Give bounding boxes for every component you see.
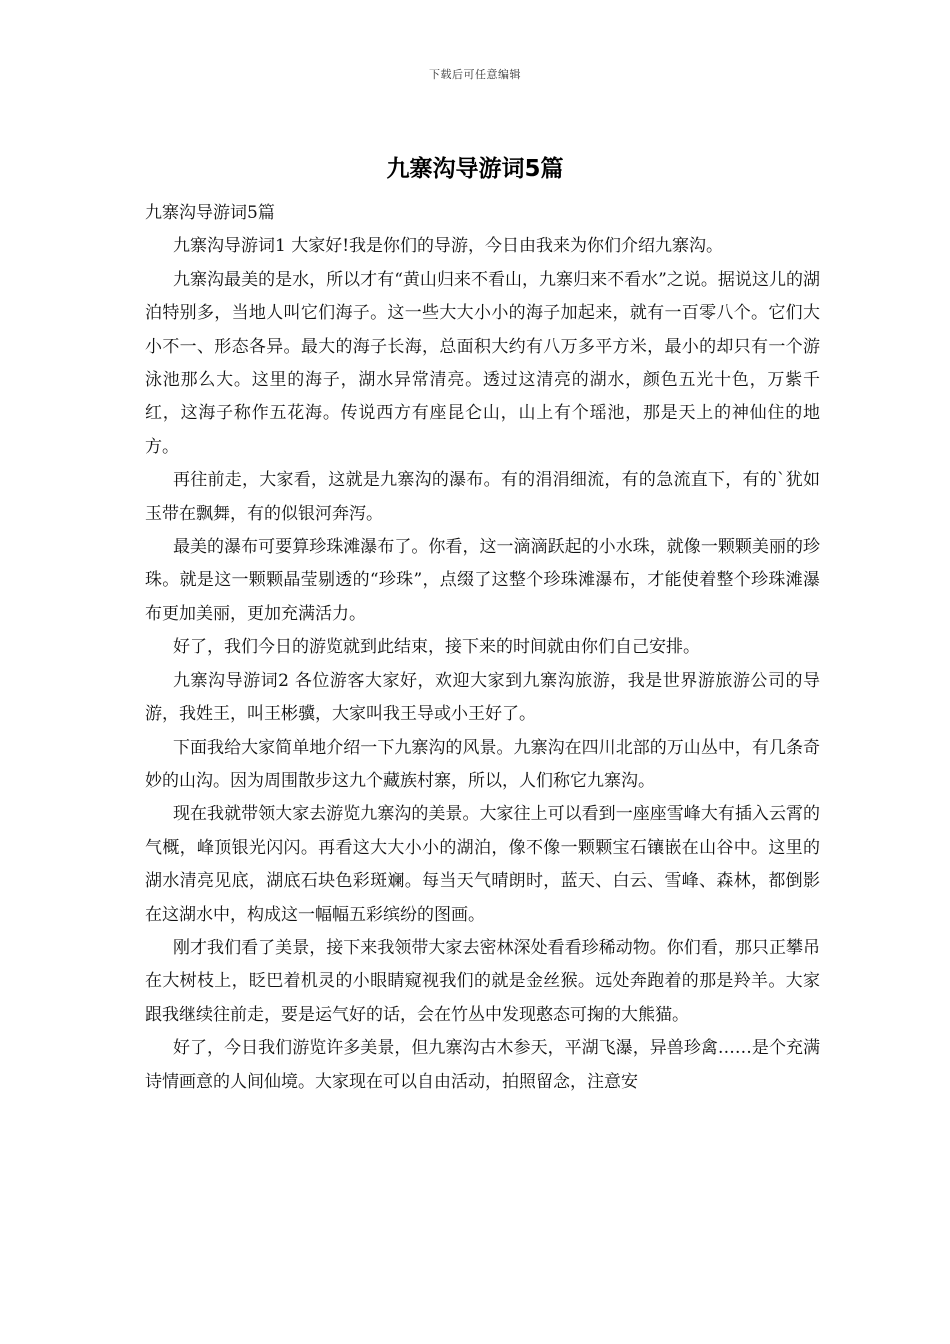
paragraph-subtitle: 九寨沟导游词5篇 [145, 203, 275, 223]
paragraph: 九寨沟导游词2 各位游客大家好，欢迎大家到九寨沟旅游，我是世界游旅游公司的导游，我姓王，叫王彬骥，大家叫我王导或小王好了。 [145, 670, 820, 725]
paragraph: 现在我就带领大家去游览九寨沟的美景。大家往上可以看到一座座雪峰大有插入云霄的气概，峰顶银光闪闪。再看这大大小小的湖泊，像不像一颗颗宝石镶嵌在山谷中。这里的湖水清亮见底，湖底石块色彩斑斓。每当天气晴朗时，蓝天、白云、雪峰、森林，都倒影在这湖水中，构成这一幅幅五彩缤纷的图画。 [145, 804, 820, 925]
paragraph: 九寨沟最美的是水，所以才有“黄山归来不看山，九寨归来不看水”之说。据说这儿的湖泊特别多，当地人叫它们海子。这一些大大小小的海子加起来，就有一百零八个。它们大小不一、形态各异。最大的海子长海，总面积大约有八万多平方米，最小的却只有一个游泳池那么大。这里的海子，湖水异常清亮。透过这清亮的湖水，颜色五光十色，万紫千红，这海子称作五花海。传说西方有座昆仑山，山上有个瑶池，那是天上的神仙住的地方。 [145, 269, 820, 457]
paragraph: 好了，今日我们游览许多美景，但九寨沟古木参天，平湖飞瀑，异兽珍禽……是个充满诗情画意的人间仙境。大家现在可以自由活动，拍照留念，注意安 [145, 1038, 820, 1092]
paragraph: 最美的瀑布可要算珍珠滩瀑布了。你看，这一滴滴跃起的小水珠，就像一颗颗美丽的珍珠。就是这一颗颗晶莹剔透的“珍珠”，点缀了这整个珍珠滩瀑布，才能使着整个珍珠滩瀑布更加美丽，更加充满活力。 [145, 537, 820, 624]
paragraph: 好了，我们今日的游览就到此结束，接下来的时间就由你们自己安排。 [173, 637, 700, 658]
document-body [145, 197, 820, 1099]
paragraph: 九寨沟导游词1 大家好!我是你们的导游，今日由我来为你们介绍九寨沟。 [173, 236, 724, 257]
paragraph: 再往前走，大家看，这就是九寨沟的瀑布。有的涓涓细流，有的急流直下，有的`犹如玉带在飘舞，有的似银河奔泻。 [145, 470, 820, 524]
page-header: 下载后可任意编辑 [429, 68, 521, 81]
paragraph: 刚才我们看了美景，接下来我领带大家去密林深处看看珍稀动物。你们看，那只正攀吊在大树枝上，眨巴着机灵的小眼睛窥视我们的就是金丝猴。远处奔跑着的那是羚羊。大家跟我继续往前走，要是运气好的话，会在竹丛中发现憨态可掬的大熊猫。 [145, 937, 820, 1025]
paragraph: 下面我给大家简单地介绍一下九寨沟的风景。九寨沟在四川北部的万山丛中，有几条奇妙的山沟。因为周围散步这九个藏族村寨，所以，人们称它九寨沟。 [145, 737, 820, 791]
document-title: 九寨沟导游词5篇 [386, 156, 564, 182]
